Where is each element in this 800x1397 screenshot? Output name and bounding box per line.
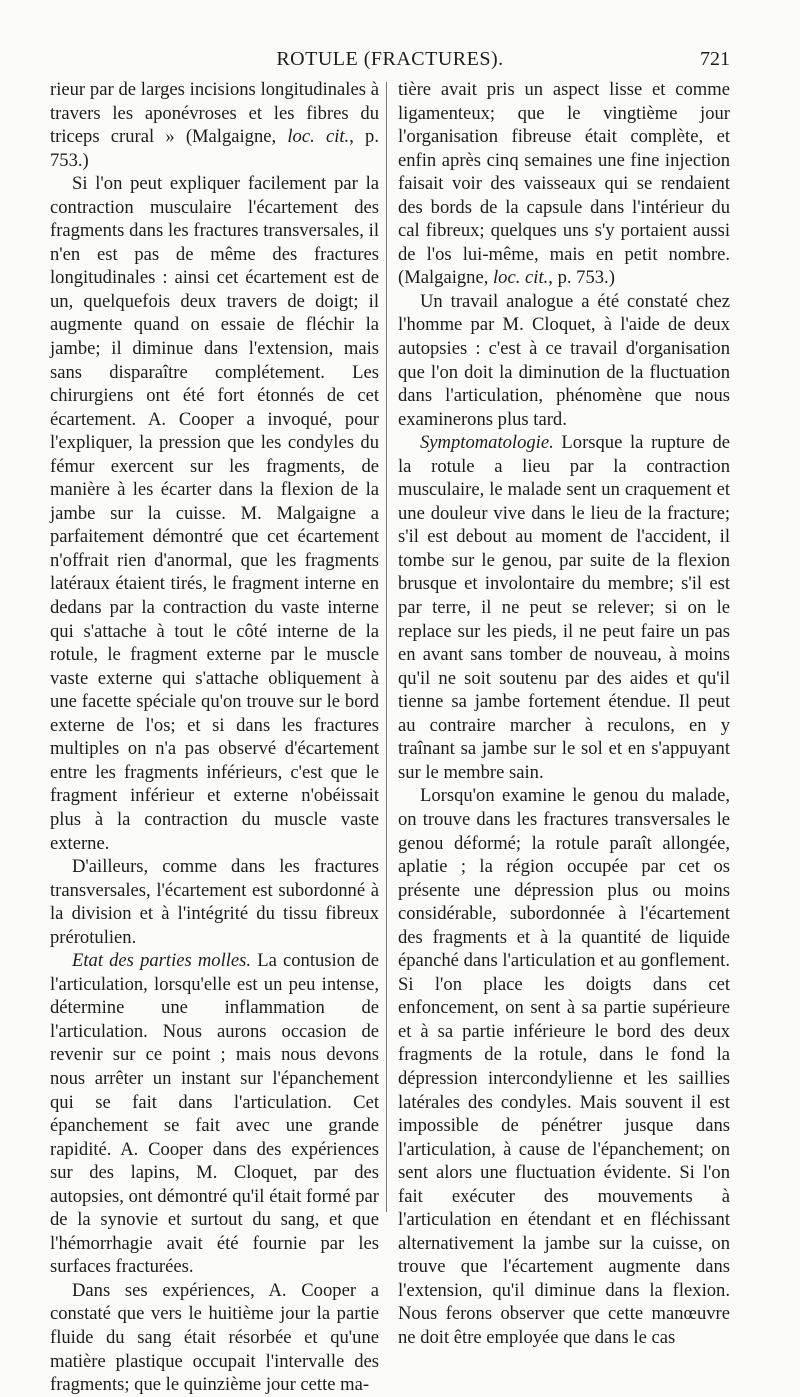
paragraph xyxy=(50,78,379,172)
paragraph xyxy=(50,172,379,855)
page-header xyxy=(50,48,730,76)
paragraph-text: Dans ses expériences, A. Cooper a constaté que vers le huitième jour la partie fluide du sang était résorbée et qu'une matière plastique occupait l'intervalle des fragments; que le quinzième jour cette ma- xyxy=(50,1279,379,1396)
paragraph xyxy=(398,431,730,784)
paragraph-text: , p. 753.) xyxy=(50,126,379,171)
right-column xyxy=(398,78,730,1350)
paragraph xyxy=(398,784,730,1349)
paragraph-text: Lorsqu'on examine le genou du malade, on trouve dans les fractures transversales le genou déformé; la rotule paraît allongée, aplatie ; la région occupée par cet os présente une dépression plus ou moins considérable, subordonnée à l'écartement des fragments et à la quantité de liquide épanché dans l'articulation et au gonflement. Si l'on place les doigts dans cet enfoncement, on sent à sa partie supérieure et à sa partie inférieure le bord des deux fragments de la rotule, dans le fond la dépression intercondylienne et les saillies latérales des condyles. Mais souvent il est impossible de pénétrer jusque dans l'articulation, à cause de l'épanchement; on sent alors une fluctuation évidente. Si l'on fait exécuter des mouvements à l'articulation en étendant et en fléchissant alternativement la jambe sur la cuisse, on trouve que l'écartement augmente dans l'extension, qu'il diminue dans la flexion. Nous ferons observer que cette manœuvre ne doit être employée que dans le cas xyxy=(398,785,730,1348)
paragraph-text: La contusion de l'articulation, lorsqu'elle est un peu intense, détermine une inflammation de l'articulation. Nous aurons occasion de revenir sur ce point ; mais nous devons nous arrêter un instant sur l'épanchement qui se fait dans l'articulation. Cet épanchement se fait avec une grande rapidité. A. Cooper dans des expériences sur des lapins, M. Cloquet, par des autopsies, ont démontré qu'il était formé par de la synovie et surtout du sang, et que l'hémorrhagie avait été fournie par les surfaces fracturées. xyxy=(50,950,379,1278)
paragraph-text: Un travail analogue a été constaté chez l'homme par M. Cloquet, à l'aide de deux autopsies : c'est à ce travail d'organisation que l'on doit la diminution de la fluctuation dans l'articulation, phénomène que nous examinerons plus tard. xyxy=(398,290,730,430)
citation-abbrev: loc. cit. xyxy=(493,267,549,289)
page-number: 721 xyxy=(700,48,730,70)
paragraph xyxy=(50,1279,379,1397)
left-column xyxy=(50,78,379,1397)
paragraph xyxy=(50,855,379,949)
paragraph xyxy=(398,290,730,431)
column-divider xyxy=(386,82,387,1212)
paragraph-text: Lorsque la rupture de la rotule a lieu par la contraction musculaire, le malade sent un craquement et une douleur vive dans le lieu de la fracture; s'il est debout au moment de l'accident, il tombe sur le genou, par suite de la flexion brusque et involontaire du membre; s'il est par terre, il ne peut se relever; si on le replace sur les pieds, il ne peut faire un pas en avant sans tomber de nouveau, à moins qu'il ne soit soutenu par des aides et qu'il tienne sa jambe fortement étendue. Il peut au contraire marcher à reculons, en y traînant sa jambe sur le sol et en s'appuyant sur le membre sain. xyxy=(398,432,730,783)
paragraph-text: Si l'on peut expliquer facilement par la contraction musculaire l'écartement des fragments dans les fractures transversales, il n'en est pas de même des fractures longitudinales : ainsi cet écartement est de un, quelquefois deux travers de doigt; il augmente quand on essaie de fléchir la jambe; il diminue dans l'extension, mais sans disparaître complétement. Les chirurgiens ont été fort étonnés de cet écartement. A. Cooper a invoqué, pour l'expliquer, la pression que les condyles du fémur exercent sur les fragments, de manière à les écarter dans la flexion de la jambe sur la cuisse. M. Malgaigne a parfaitement démontré que cet écartement n'offrait rien d'anormal, que les fragments latéraux étaient tirés, le fragment interne en dedans par la contraction du vaste interne qui s'attache à tout le côté interne de la rotule, le fragment externe par le muscle vaste externe qui s'attache obliquement à une facette spéciale qu'on trouve sur le bord externe de l'os; et si dans les fractures multiples on n'a pas observé d'écartement entre les fragments inférieurs, c'est que le fragment inférieur et externe n'obéissait plus à la contraction du muscle vaste externe. xyxy=(50,173,379,854)
paragraph xyxy=(398,78,730,290)
paragraph-text: D'ailleurs, comme dans les fractures transversales, l'écartement est subordonné à la division et à l'intégrité du tissu fibreux prérotulien. xyxy=(50,856,379,948)
citation-abbrev: loc. cit. xyxy=(287,126,350,148)
section-label: Symptomatologie. xyxy=(420,432,554,454)
paragraph-text: rieur par de larges incisions longitudinales à travers les aponévroses et les fibres du triceps crural » (Malgaigne, xyxy=(50,79,379,148)
paragraph-text: , p. 753.) xyxy=(548,267,615,289)
section-label: Etat des parties molles. xyxy=(72,950,252,972)
running-title: ROTULE (FRACTURES). xyxy=(276,48,504,70)
paragraph-text: tière avait pris un aspect lisse et comme ligamenteux; que le vingtième jour l'organisation fibreuse était complète, et enfin après cinq semaines une fine injection faisait voir des vaisseaux qui se rendaient des bords de la capsule dans l'intérieur du cal fibreux; quelques uns s'y portaient aussi de l'os lui-même, mais en petit nombre. (Malgaigne, xyxy=(398,79,730,289)
paragraph xyxy=(50,949,379,1279)
